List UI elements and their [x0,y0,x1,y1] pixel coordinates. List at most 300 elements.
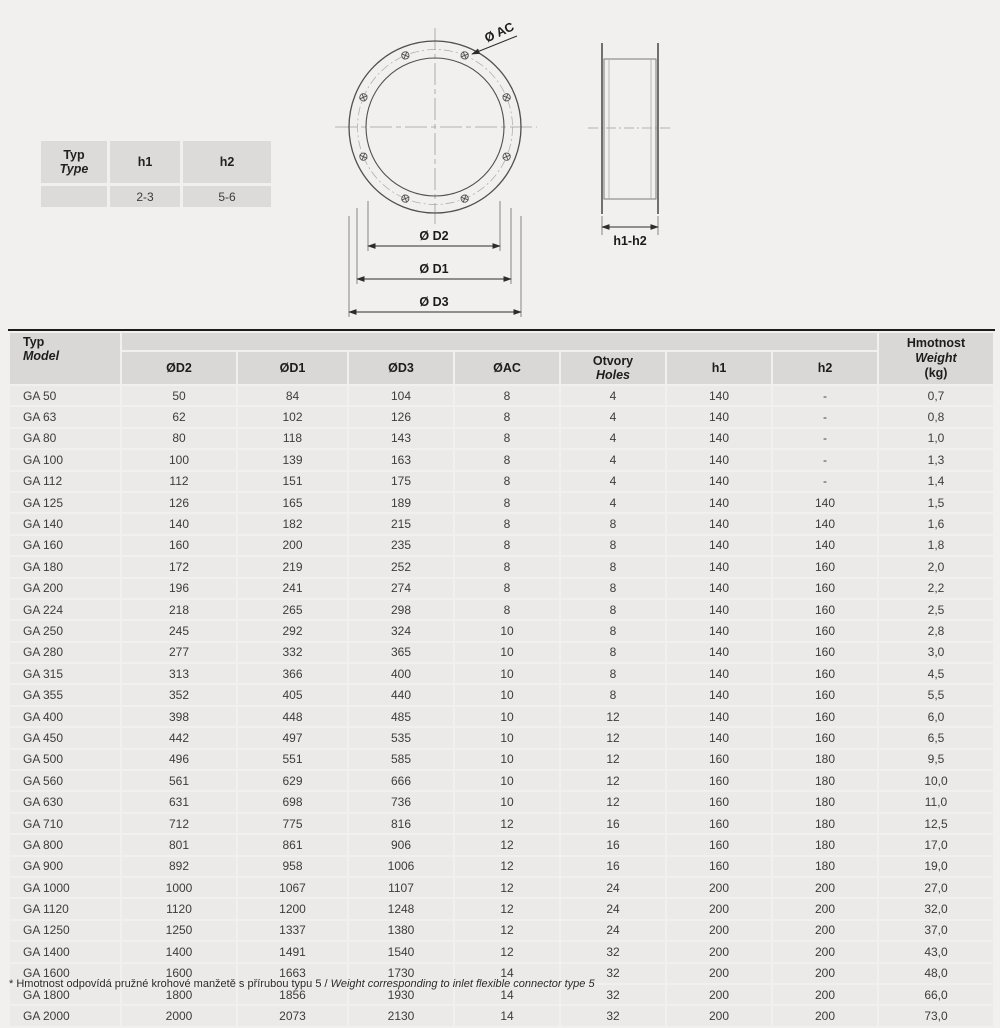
value-cell: 245 [122,621,236,640]
value-cell: 12 [455,814,559,833]
value-cell: 1,6 [879,514,993,533]
model-cell: GA 400 [10,707,120,726]
table-row [10,664,993,683]
value-cell: 140 [667,450,771,469]
value-cell: 143 [349,429,453,448]
model-cell: GA 315 [10,664,120,683]
value-cell: 3,0 [879,643,993,662]
value-cell: 1,3 [879,450,993,469]
value-cell: 241 [238,579,347,598]
value-cell: 8 [561,536,665,555]
value-cell: 666 [349,771,453,790]
table-row [10,386,993,405]
type-table-header-h1: h1 [110,141,180,183]
model-cell: GA 450 [10,728,120,747]
value-cell: 160 [773,643,877,662]
value-cell: 10 [455,728,559,747]
value-cell: - [773,407,877,426]
model-cell: GA 1250 [10,921,120,940]
value-cell: 2,2 [879,579,993,598]
value-cell: 265 [238,600,347,619]
value-cell: 8 [561,664,665,683]
value-cell: 200 [238,536,347,555]
table-row [10,921,993,940]
value-cell: 66,0 [879,985,993,1004]
value-cell: 12,5 [879,814,993,833]
value-cell: 118 [238,429,347,448]
value-cell: 200 [773,942,877,961]
value-cell: 140 [667,664,771,683]
value-cell: 24 [561,878,665,897]
value-cell: 126 [122,493,236,512]
value-cell: 10 [455,643,559,662]
value-cell: 8 [455,600,559,619]
value-cell: 1,4 [879,472,993,491]
value-cell: 551 [238,750,347,769]
value-cell: 775 [238,814,347,833]
model-cell: GA 112 [10,472,120,491]
column-header-model: Typ Model [10,333,120,384]
value-cell: 160 [773,664,877,683]
value-cell: 8 [455,493,559,512]
value-cell: 160 [667,792,771,811]
table-header-row-columns [10,352,993,384]
model-cell: GA 200 [10,579,120,598]
value-cell: 12 [455,835,559,854]
value-cell: 712 [122,814,236,833]
column-header-weight: Hmotnost Weight (kg) [879,333,993,384]
footnote-czech: * Hmotnost odpovídá pružné krohové manžetě s přírubou typu 5 / [9,978,331,990]
model-cell: GA 2000 [10,1006,120,1025]
value-cell: 24 [561,921,665,940]
value-cell: 1730 [349,964,453,983]
value-cell: 140 [667,685,771,704]
value-cell: 313 [122,664,236,683]
value-cell: 561 [122,771,236,790]
value-cell: 200 [667,942,771,961]
value-cell: 10 [455,792,559,811]
value-cell: - [773,450,877,469]
value-cell: 252 [349,557,453,576]
value-cell: - [773,472,877,491]
value-cell: 332 [238,643,347,662]
value-cell: 160 [667,857,771,876]
value-cell: 100 [122,450,236,469]
model-cell: GA 180 [10,557,120,576]
table-header-row-top [10,333,993,350]
value-cell: 14 [455,1006,559,1025]
value-cell: 17,0 [879,835,993,854]
table-row [10,643,993,662]
value-cell: 4 [561,386,665,405]
value-cell: 8 [455,557,559,576]
value-cell: 12 [455,899,559,918]
value-cell: 32 [561,964,665,983]
value-cell: 16 [561,814,665,833]
value-cell: 2130 [349,1006,453,1025]
column-header-d1: ØD1 [238,352,347,384]
value-cell: 160 [667,750,771,769]
table-row [10,707,993,726]
value-cell: 160 [773,621,877,640]
value-cell: 4 [561,429,665,448]
value-cell: 165 [238,493,347,512]
value-cell: 535 [349,728,453,747]
value-cell: 200 [773,921,877,940]
value-cell: 12 [561,728,665,747]
value-cell: 5,5 [879,685,993,704]
dimension-label-h: h1-h2 [613,234,647,248]
value-cell: 160 [667,771,771,790]
model-cell: GA 1800 [10,985,120,1004]
table-row [10,835,993,854]
value-cell: 218 [122,600,236,619]
value-cell: 180 [773,835,877,854]
value-cell: 14 [455,985,559,1004]
table-row [10,814,993,833]
value-cell: 8 [455,386,559,405]
value-cell: 160 [122,536,236,555]
value-cell: 8 [455,514,559,533]
model-cell: GA 50 [10,386,120,405]
table-row [10,685,993,704]
value-cell: 816 [349,814,453,833]
value-cell: 1,5 [879,493,993,512]
table-row [10,899,993,918]
value-cell: 160 [773,707,877,726]
value-cell: 8 [561,579,665,598]
model-cell: GA 560 [10,771,120,790]
value-cell: 1,8 [879,536,993,555]
value-cell: 10,0 [879,771,993,790]
value-cell: 11,0 [879,792,993,811]
value-cell: 906 [349,835,453,854]
value-cell: 12 [455,942,559,961]
value-cell: 84 [238,386,347,405]
value-cell: 298 [349,600,453,619]
value-cell: 4 [561,493,665,512]
value-cell: 1200 [238,899,347,918]
value-cell: 352 [122,685,236,704]
model-cell: GA 355 [10,685,120,704]
value-cell: 8 [455,450,559,469]
value-cell: 8 [455,472,559,491]
value-cell: 151 [238,472,347,491]
value-cell: 1120 [122,899,236,918]
value-cell: 497 [238,728,347,747]
value-cell: 112 [122,472,236,491]
value-cell: 19,0 [879,857,993,876]
value-cell: 140 [667,429,771,448]
value-cell: 80 [122,429,236,448]
column-header-ac: ØAC [455,352,559,384]
dimension-label-d3: Ø D3 [419,295,449,309]
value-cell: 892 [122,857,236,876]
value-cell: 631 [122,792,236,811]
table-row [10,942,993,961]
value-cell: 172 [122,557,236,576]
value-cell: 365 [349,643,453,662]
value-cell: 160 [773,600,877,619]
value-cell: 585 [349,750,453,769]
value-cell: 801 [122,835,236,854]
value-cell: 160 [667,814,771,833]
type-table-header-type: Typ Type [41,141,107,183]
table-row [10,1006,993,1025]
type-table-value-h2: 5-6 [183,186,271,207]
value-cell: 485 [349,707,453,726]
value-cell: 104 [349,386,453,405]
value-cell: 189 [349,493,453,512]
value-cell: 200 [667,964,771,983]
table-row [10,728,993,747]
value-cell: 140 [667,386,771,405]
value-cell: 1800 [122,985,236,1004]
value-cell: 182 [238,514,347,533]
value-cell: 12 [561,750,665,769]
value-cell: 1930 [349,985,453,1004]
value-cell: 160 [667,835,771,854]
value-cell: 12 [561,707,665,726]
table-row [10,407,993,426]
value-cell: 32,0 [879,899,993,918]
value-cell: 62 [122,407,236,426]
value-cell: 235 [349,536,453,555]
dimension-d2 [368,201,500,251]
value-cell: 736 [349,792,453,811]
model-cell: GA 63 [10,407,120,426]
table-row [10,557,993,576]
value-cell: 180 [773,857,877,876]
value-cell: 324 [349,621,453,640]
table-row [10,857,993,876]
value-cell: 4,5 [879,664,993,683]
value-cell: 277 [122,643,236,662]
value-cell: 200 [773,1006,877,1025]
value-cell: 140 [667,600,771,619]
column-header-holes: Otvory Holes [561,352,665,384]
value-cell: 12 [455,857,559,876]
value-cell: 1491 [238,942,347,961]
value-cell: 32 [561,985,665,1004]
table-row [10,621,993,640]
value-cell: 215 [349,514,453,533]
value-cell: 200 [773,899,877,918]
value-cell: 16 [561,857,665,876]
model-cell: GA 224 [10,600,120,619]
value-cell: 140 [667,707,771,726]
value-cell: 200 [667,985,771,1004]
model-cell: GA 125 [10,493,120,512]
model-cell: GA 800 [10,835,120,854]
value-cell: 2,0 [879,557,993,576]
value-cell: 4 [561,472,665,491]
value-cell: 43,0 [879,942,993,961]
value-cell: 8 [561,685,665,704]
value-cell: 6,0 [879,707,993,726]
table-row [10,450,993,469]
model-cell: GA 1000 [10,878,120,897]
value-cell: 400 [349,664,453,683]
value-cell: 8 [561,621,665,640]
value-cell: 6,5 [879,728,993,747]
value-cell: 1067 [238,878,347,897]
value-cell: 175 [349,472,453,491]
value-cell: 32 [561,1006,665,1025]
value-cell: 0,7 [879,386,993,405]
value-cell: 180 [773,771,877,790]
value-cell: 1,0 [879,429,993,448]
value-cell: 16 [561,835,665,854]
value-cell: 140 [773,536,877,555]
model-cell: GA 900 [10,857,120,876]
value-cell: 8 [561,600,665,619]
model-cell: GA 500 [10,750,120,769]
type-table-value-h1: 2-3 [110,186,180,207]
value-cell: 292 [238,621,347,640]
model-cell: GA 630 [10,792,120,811]
value-cell: 2073 [238,1006,347,1025]
value-cell: 140 [667,728,771,747]
value-cell: 180 [773,792,877,811]
value-cell: 196 [122,579,236,598]
value-cell: 160 [773,557,877,576]
value-cell: 398 [122,707,236,726]
flange-front-view [335,28,537,224]
value-cell: 27,0 [879,878,993,897]
value-cell: 140 [667,407,771,426]
column-header-d2: ØD2 [122,352,236,384]
value-cell: 958 [238,857,347,876]
value-cell: 140 [667,621,771,640]
column-header-h1: h1 [667,352,771,384]
value-cell: 200 [773,985,877,1004]
dimensions-table [8,331,995,1028]
value-cell: 14 [455,964,559,983]
header-band [122,333,877,350]
model-cell: GA 100 [10,450,120,469]
value-cell: 160 [773,728,877,747]
model-cell: GA 280 [10,643,120,662]
value-cell: 1250 [122,921,236,940]
value-cell: 12 [455,878,559,897]
value-cell: 140 [667,536,771,555]
value-cell: 140 [773,514,877,533]
value-cell: 24 [561,899,665,918]
value-cell: 1107 [349,878,453,897]
footnote [9,978,595,990]
value-cell: 8 [455,536,559,555]
value-cell: 440 [349,685,453,704]
model-cell: GA 1400 [10,942,120,961]
value-cell: 32 [561,942,665,961]
value-cell: - [773,386,877,405]
value-cell: 200 [667,1006,771,1025]
dimension-label-d2: Ø D2 [419,229,449,243]
value-cell: 50 [122,386,236,405]
value-cell: 442 [122,728,236,747]
value-cell: 274 [349,579,453,598]
table-row [10,493,993,512]
dimension-h [602,216,658,235]
table-row [10,878,993,897]
value-cell: 1540 [349,942,453,961]
table-row [10,536,993,555]
value-cell: 2,5 [879,600,993,619]
value-cell: 73,0 [879,1006,993,1025]
value-cell: 140 [122,514,236,533]
value-cell: 1000 [122,878,236,897]
value-cell: 2,8 [879,621,993,640]
value-cell: 139 [238,450,347,469]
column-header-h2: h2 [773,352,877,384]
value-cell: 200 [667,921,771,940]
value-cell: 102 [238,407,347,426]
value-cell: 200 [667,878,771,897]
value-cell: - [773,429,877,448]
dimensions-table-section [8,329,995,1028]
table-row [10,579,993,598]
value-cell: 8 [561,643,665,662]
value-cell: 37,0 [879,921,993,940]
model-cell: GA 80 [10,429,120,448]
value-cell: 10 [455,771,559,790]
value-cell: 140 [667,643,771,662]
value-cell: 1600 [122,964,236,983]
flange-side-view [588,43,672,235]
table-row [10,429,993,448]
value-cell: 160 [773,579,877,598]
value-cell: 12 [561,771,665,790]
model-cell: GA 1120 [10,899,120,918]
value-cell: 200 [773,878,877,897]
value-cell: 10 [455,664,559,683]
value-cell: 140 [667,472,771,491]
value-cell: 12 [561,792,665,811]
value-cell: 48,0 [879,964,993,983]
value-cell: 140 [667,514,771,533]
value-cell: 8 [455,579,559,598]
table-row [10,792,993,811]
model-cell: GA 250 [10,621,120,640]
value-cell: 140 [667,557,771,576]
value-cell: 861 [238,835,347,854]
value-cell: 405 [238,685,347,704]
value-cell: 10 [455,750,559,769]
value-cell: 0,8 [879,407,993,426]
table-row [10,472,993,491]
value-cell: 8 [561,514,665,533]
value-cell: 629 [238,771,347,790]
table-row [10,600,993,619]
column-header-d3: ØD3 [349,352,453,384]
value-cell: 126 [349,407,453,426]
value-cell: 140 [667,493,771,512]
value-cell: 160 [773,685,877,704]
value-cell: 1337 [238,921,347,940]
value-cell: 8 [455,407,559,426]
value-cell: 219 [238,557,347,576]
value-cell: 9,5 [879,750,993,769]
value-cell: 163 [349,450,453,469]
value-cell: 1856 [238,985,347,1004]
dimension-label-d1: Ø D1 [419,262,449,276]
value-cell: 1380 [349,921,453,940]
value-cell: 200 [667,899,771,918]
model-cell: GA 1600 [10,964,120,983]
dimension-label-ac: Ø AC [482,19,517,46]
value-cell: 10 [455,621,559,640]
